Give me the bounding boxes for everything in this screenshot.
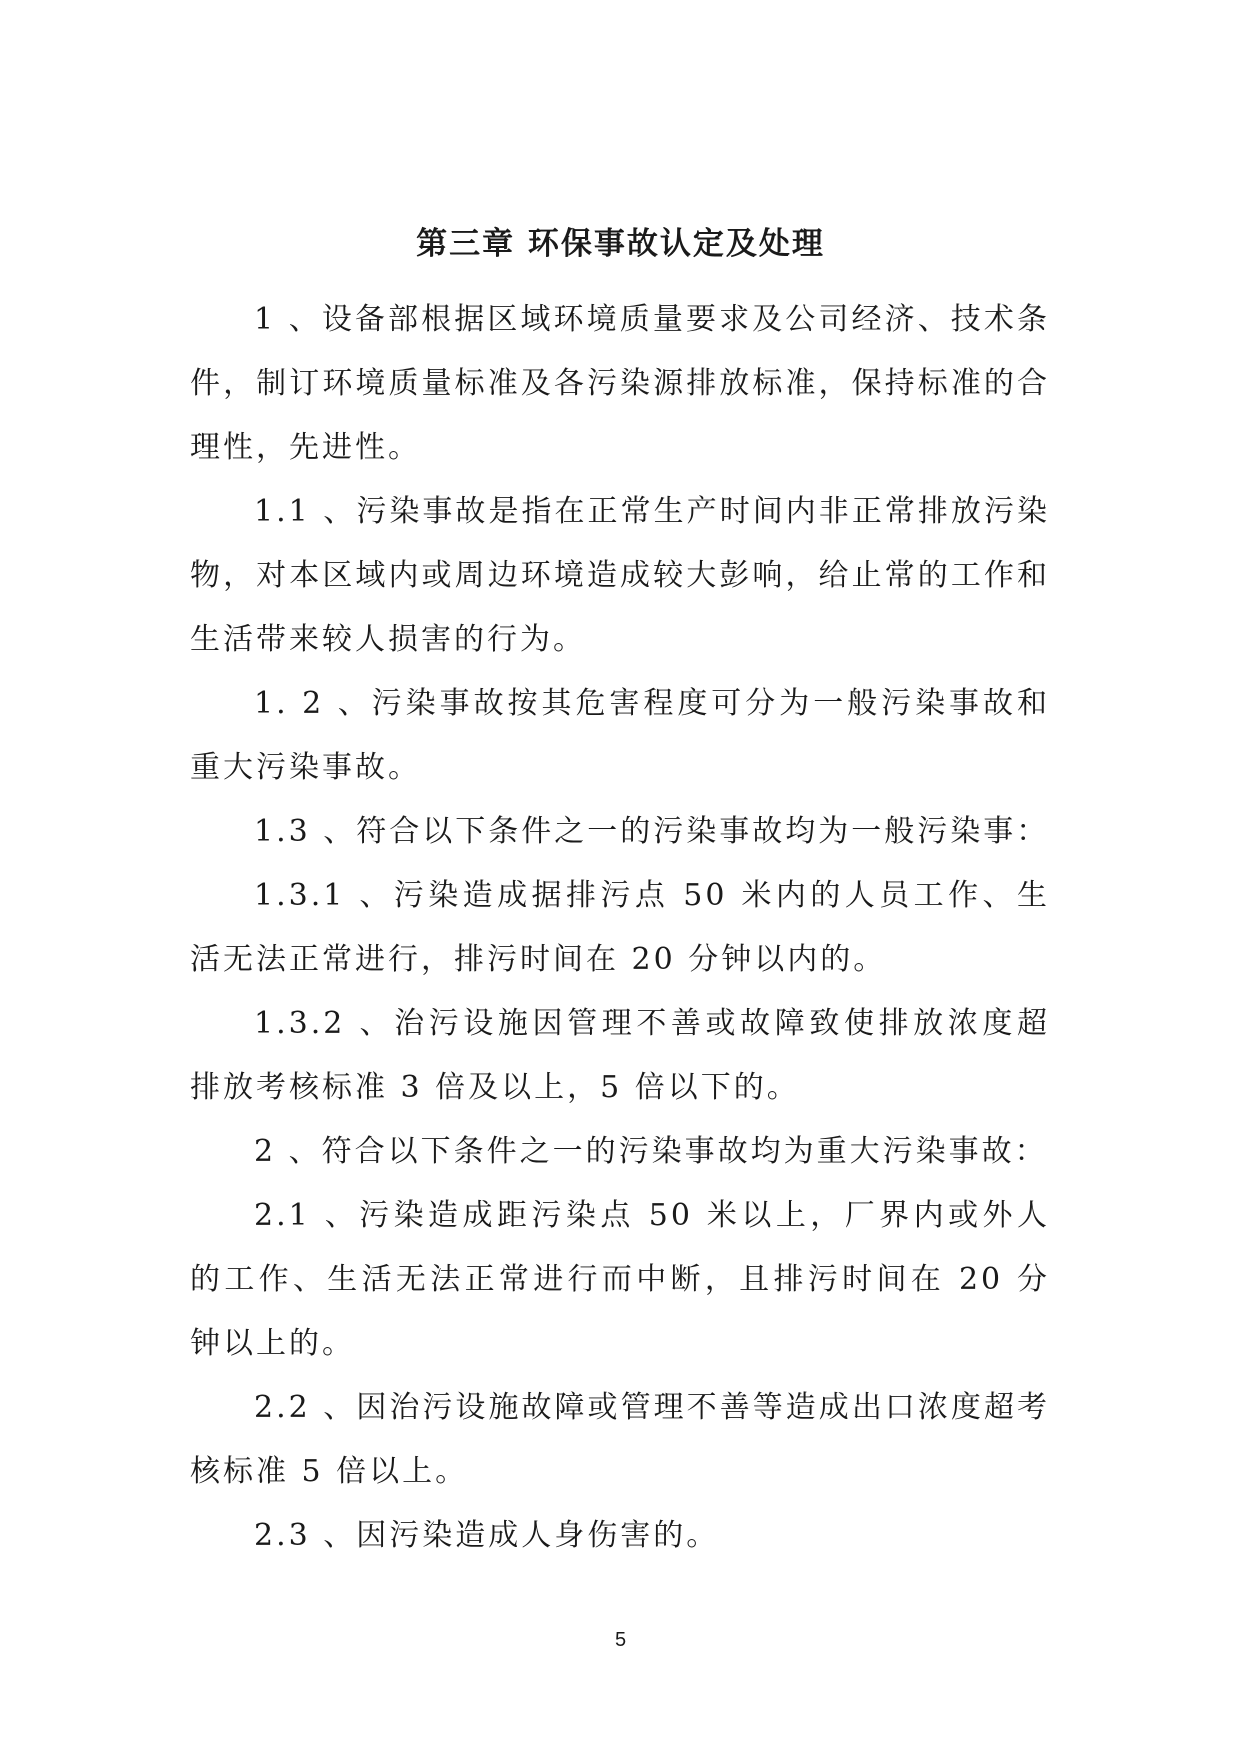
paragraph-1: 1 、设备部根据区域环境质量要求及公司经济、技术条件，制订环境质量标准及各污染源排放标准，保持标准的合理性，先进性。 xyxy=(190,302,1050,465)
paragraph-1-3: 1.3 、符合以下条件之一的污染事故均为一般污染事： xyxy=(254,814,1050,849)
document-body xyxy=(190,288,1050,1568)
chapter-title: 第三章 环保事故认定及处理 xyxy=(416,226,825,262)
paragraph-2: 2 、符合以下条件之一的污染事故均为重大污染事故： xyxy=(254,1134,1048,1169)
paragraph-2-1: 2.1 、污染造成距污染点 50 米以上，厂界内或外人的工作、生活无法正常进行而中断，且排污时间在 20 分钟以上的。 xyxy=(190,1198,1050,1361)
paragraph-1-1: 1.1 、污染事故是指在正常生产时间内非正常排放污染物，对本区域内或周边环境造成较大彭响，给止常的工作和生活带来较人损害的行为。 xyxy=(190,494,1050,657)
paragraph-2-3: 2.3 、因污染造成人身伤害的。 xyxy=(254,1518,720,1553)
paragraph-1-3-2: 1.3.2 、治污设施因管理不善或故障致使排放浓度超排放考核标准 3 倍及以上，5 倍以下的。 xyxy=(190,1006,1050,1105)
paragraph-1-3-1: 1.3.1 、污染造成据排污点 50 米内的人员工作、生活无法正常进行，排污时间在 20 分钟以内的。 xyxy=(190,878,1050,977)
paragraph-1-2: 1. 2 、污染事故按其危害程度可分为一般污染事故和重大污染事故。 xyxy=(190,686,1050,785)
paragraph-2-2: 2.2 、因治污设施故障或管理不善等造成出口浓度超考核标准 5 倍以上。 xyxy=(190,1390,1050,1489)
page-number: 5 xyxy=(614,1629,627,1651)
